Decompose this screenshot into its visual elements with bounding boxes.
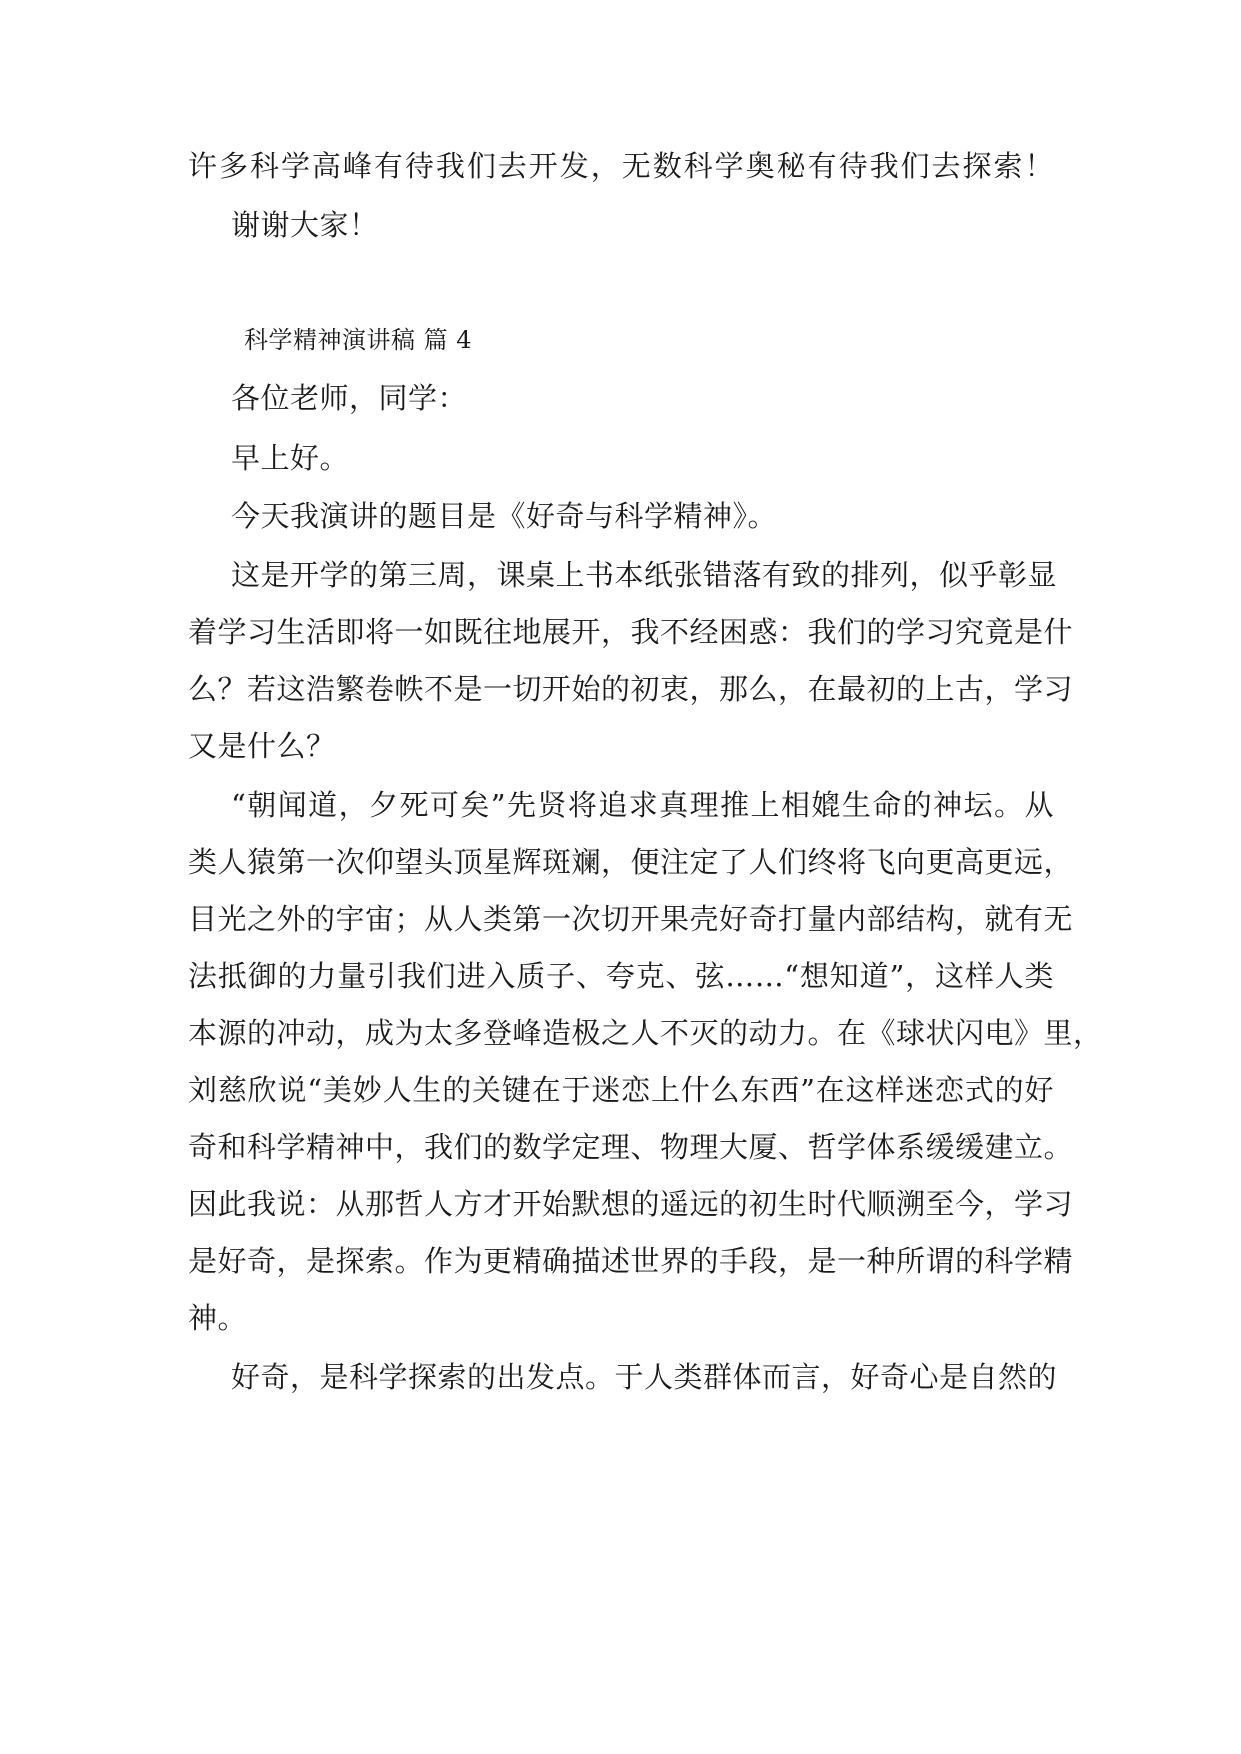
paragraph-line: “朝闻道，夕死可矣”先贤将追求真理推上相媲生命的神坛。从: [231, 788, 1054, 822]
document-page: [188, 0, 1103, 1754]
morning-line: 早上好。: [231, 441, 350, 475]
carryover-line: 许多科学高峰有待我们去开发，无数科学奥秘有待我们去探索！: [188, 149, 1054, 183]
topic-line: 今天我演讲的题目是《好奇与科学精神》。: [231, 499, 778, 533]
paragraph-line: 这是开学的第三周，课桌上书本纸张错落有致的排列，似乎彰显: [231, 558, 1058, 592]
paragraph-line: 目光之外的宇宙；从人类第一次切开果壳好奇打量内部结构，就有无: [188, 902, 1074, 936]
paragraph-line: 类人猿第一次仰望头顶星辉斑斓，便注定了人们终将飞向更高更远，: [188, 845, 1074, 879]
paragraph-line: 是好奇，是探索。作为更精确描述世界的手段，是一种所谓的科学精: [188, 1244, 1074, 1278]
paragraph-line: 又是什么？: [188, 729, 336, 763]
section-title: 科学精神演讲稿 篇 4: [244, 326, 473, 354]
paragraph-line: 本源的冲动，成为太多登峰造极之人不灭的动力。在《球状闪电》里，: [188, 1016, 1103, 1050]
paragraph-line: 刘慈欣说“美妙人生的关键在于迷恋上什么东西”在这样迷恋式的好: [188, 1073, 1054, 1107]
greeting-line: 各位老师，同学：: [231, 381, 468, 415]
paragraph-line: 法抵御的力量引我们进入质子、夸克、弦……“想知道”，这样人类: [188, 959, 1054, 993]
thanks-line: 谢谢大家！: [231, 208, 379, 242]
paragraph-line: 着学习生活即将一如既往地展开，我不经困惑：我们的学习究竟是什: [188, 615, 1074, 649]
paragraph-line: 么？若这浩繁卷帙不是一切开始的初衷，那么，在最初的上古，学习: [188, 672, 1074, 706]
paragraph-line: 因此我说：从那哲人方才开始默想的遥远的初生时代顺溯至今，学习: [188, 1187, 1074, 1221]
paragraph-line: 奇和科学精神中，我们的数学定理、物理大厦、哲学体系缓缓建立。: [188, 1130, 1074, 1164]
paragraph-line: 神。: [188, 1301, 248, 1335]
paragraph-line: 好奇，是科学探索的出发点。于人类群体而言，好奇心是自然的: [231, 1360, 1058, 1394]
